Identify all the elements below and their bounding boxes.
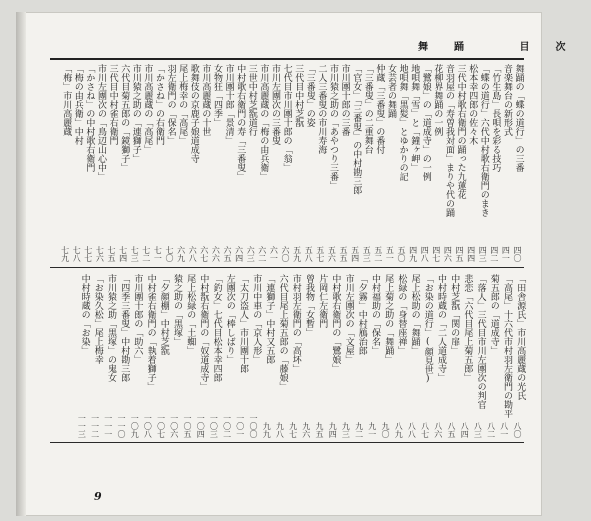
- toc-entry-page: 六四: [234, 246, 244, 262]
- toc-entry-page: 七〇: [165, 246, 174, 262]
- toc-entry-page: 五一: [385, 246, 395, 262]
- toc-entry-page: 六二: [257, 246, 267, 262]
- toc-entry-page: 五五: [339, 246, 348, 262]
- toc-entry: [459, 274, 472, 438]
- toc-entry-title: 「鷺娘」の「道成寺」の一例: [420, 64, 431, 181]
- toc-entry: [164, 64, 176, 262]
- toc-entry: [222, 274, 235, 438]
- toc-entry-page: 一一二: [90, 414, 100, 438]
- toc-entry-title: 市村羽左衛門の「高坏」: [290, 274, 301, 373]
- toc-entry: [472, 274, 485, 438]
- toc-entry: [118, 64, 130, 262]
- toc-entry-title: 「三番叟」の二重舞台: [362, 64, 373, 154]
- toc-entry: [210, 64, 222, 262]
- toc-entry-title: 松緑の「身替座禅」: [396, 274, 407, 355]
- toc-entry-title: 地唄舞「雪」と「鐘ヶ岬」: [409, 64, 420, 172]
- toc-entry-title: 三世中村芝翫道行: [246, 64, 257, 136]
- toc-entry-title: 「お染久松」尾上梅幸: [92, 274, 103, 364]
- toc-entry: [176, 64, 188, 262]
- toc-entry: [199, 64, 211, 262]
- toc-entry: [116, 274, 129, 438]
- toc-entry-page: 七五: [107, 246, 116, 262]
- toc-entry: [338, 64, 350, 262]
- toc-entry-page: 七三: [130, 246, 140, 262]
- toc-entry-page: 九九: [262, 422, 272, 438]
- toc-entry: [142, 274, 155, 438]
- toc-entry-title: 「夕顔棚」中村芝翫: [158, 274, 169, 355]
- toc-entry: [156, 274, 169, 438]
- toc-entry-page: 八八: [407, 422, 417, 438]
- toc-entry-title: 三代目中村雀右衛門: [107, 64, 118, 145]
- toc-entry-page: 五〇: [397, 246, 406, 262]
- toc-entry-title: 「四季三番叟」中村勘三郎: [119, 274, 130, 382]
- toc-entry: [288, 274, 301, 438]
- toc-entry-title: 市川高麗蔵の「高尾」: [142, 64, 153, 154]
- toc-entry: [486, 274, 499, 438]
- toc-entry: [274, 274, 287, 438]
- toc-entry: [327, 274, 340, 438]
- toc-entry-page: 七六: [95, 246, 105, 262]
- toc-entry-title: 中村芝翫「関の扉」: [449, 274, 460, 355]
- toc-entry-title: 地唄舞「黒髪」とゆかりの記: [397, 64, 408, 181]
- toc-entry-title: 中村雀右衛門の「執着獅子」: [145, 274, 156, 391]
- toc-entry-title: 市川團十郎の「助六」: [132, 274, 143, 364]
- toc-entry-title: 音楽舞台の新形式: [501, 64, 512, 136]
- toc-entry: [234, 64, 246, 262]
- page-number: 9: [94, 490, 102, 503]
- toc-entry-title: 「かさね」の中村歌右衛門: [84, 64, 95, 172]
- section-separator-1: [50, 267, 524, 268]
- toc-entry-page: 一一三: [77, 414, 87, 438]
- toc-entry-page: 一〇五: [183, 414, 192, 438]
- toc-entry: [512, 274, 525, 438]
- toc-entry-page: 八二: [486, 422, 496, 438]
- toc-entry: [350, 64, 362, 262]
- toc-entry-title: 音羽屋の「寿曽我対面」まりや代の踊: [443, 64, 454, 217]
- toc-entry-page: 八一: [499, 422, 509, 438]
- toc-entry-page: 四九: [408, 246, 418, 262]
- toc-entry: [384, 64, 396, 262]
- toc-entry: [354, 274, 367, 438]
- toc-entry: [466, 64, 478, 262]
- toc-entry: [292, 64, 304, 262]
- toc-entry: [76, 274, 89, 438]
- toc-entry-title: 中村時蔵の「お染」: [79, 274, 90, 355]
- toc-entry-page: 一〇二: [222, 414, 232, 438]
- toc-entry-title: 片岡仁左衛門: [317, 274, 328, 328]
- toc-entry-title: 市川猿之助の「連獅子」: [130, 64, 141, 163]
- toc-entry-title: 市川團十郎「景清」: [223, 64, 234, 145]
- toc-entry-title: 「落人」三代目市川左團次の判官: [475, 274, 486, 409]
- toc-entry: [303, 64, 315, 262]
- toc-entry-page: 七八: [72, 246, 82, 262]
- toc-entry-page: 四五: [455, 246, 464, 262]
- toc-entry: [442, 64, 454, 262]
- toc-entry-page: 九七: [288, 422, 298, 438]
- toc-entry-page: 八〇: [513, 422, 522, 438]
- toc-entry: [182, 274, 195, 438]
- toc-entry: [268, 64, 280, 262]
- toc-entry: [235, 274, 248, 438]
- toc-entry-title: 歌舞伎の京鹿子娘道成寺: [188, 64, 199, 163]
- toc-entry: [141, 64, 153, 262]
- toc-entry-title: 女物狂「四季」: [211, 64, 222, 127]
- toc-entry-page: 六一: [269, 246, 279, 262]
- toc-entry-page: 九六: [301, 422, 311, 438]
- toc-entry: [71, 64, 83, 262]
- toc-entry: [169, 274, 182, 438]
- toc-entry-title: 市川中車の「京人形」: [251, 274, 262, 364]
- toc-entry-title: 猿之助の「黒塚」: [171, 274, 182, 346]
- toc-entry-page: 七九: [60, 246, 70, 262]
- toc-entry-page: 九三: [341, 422, 351, 438]
- toc-entry: [315, 64, 327, 262]
- toc-entry-page: 一〇七: [156, 414, 166, 438]
- toc-entry-page: 四二: [489, 246, 499, 262]
- toc-entry-page: 五七: [315, 246, 325, 262]
- toc-entry: [489, 64, 501, 262]
- toc-entry-page: 七七: [83, 246, 93, 262]
- toc-entry-title: 市川高麗蔵の十世: [200, 64, 211, 136]
- toc-entry: [446, 274, 459, 438]
- toc-entry-title: 中村歌右衛門の寿「三番叟」: [235, 64, 246, 181]
- toc-entry: [248, 274, 261, 438]
- toc-entry: [380, 274, 393, 438]
- toc-entry: [361, 64, 373, 262]
- toc-entry-page: 一〇四: [196, 414, 206, 438]
- toc-entry-title: 六代目尾上菊五郎の「藤娘」: [277, 274, 288, 391]
- toc-entry-title: 三代目中村芝翫: [293, 64, 304, 127]
- toc-entry-title: 「お染の道行」(顔見世): [422, 274, 433, 384]
- toc-entry-title: 「三番叟」の姿: [304, 64, 315, 127]
- toc-entry-page: 一〇八: [143, 414, 153, 438]
- toc-entry-page: 五二: [373, 246, 383, 262]
- toc-entry-page: 六九: [176, 246, 186, 262]
- toc-entry: [499, 274, 512, 438]
- toc-entry-title: 「梅の由兵衛」中村: [72, 64, 83, 145]
- toc-entry: [106, 64, 118, 262]
- toc-entry-page: 九五: [315, 422, 324, 438]
- toc-entry: [454, 64, 466, 262]
- toc-entry-title: 「夕霧」中村鴈治郎: [356, 274, 367, 355]
- toc-entry-title: 市川團十郎の三番: [339, 64, 350, 136]
- header-rule: [50, 58, 524, 60]
- toc-entry: [373, 64, 385, 262]
- toc-entry: [103, 274, 116, 438]
- toc-entry-page: 六六: [211, 246, 221, 262]
- toc-entry: [90, 274, 103, 438]
- toc-entry: [280, 64, 292, 262]
- toc-entry: [477, 64, 489, 262]
- toc-entry: [314, 274, 327, 438]
- toc-entry: [60, 64, 72, 262]
- toc-entry-page: 一〇一: [235, 414, 245, 438]
- toc-entry: [301, 274, 314, 438]
- toc-entry-title: 中村福助の「保名」: [369, 274, 380, 355]
- toc-entry-title: 中村時蔵の「二人道成寺」: [435, 274, 446, 382]
- toc-entry-title: 尾上松緑の「土蜘」: [185, 274, 196, 355]
- toc-entry-page: 八四: [460, 422, 470, 438]
- toc-entry-title: 市川左團次の三番叟: [269, 64, 280, 145]
- toc-entry-page: 五九: [292, 246, 302, 262]
- toc-entry-page: 五六: [327, 246, 337, 262]
- toc-entry-title: 女芸者の舞踊: [385, 64, 396, 118]
- toc-entry-title: 羽左衛門の「保名」: [165, 64, 176, 145]
- toc-entry: [94, 64, 106, 262]
- toc-entry-title: 中村翫右衛門の「奴道成寺」: [198, 274, 209, 391]
- toc-entry: [340, 274, 353, 438]
- toc-entry-title: 市川猿之助「黒塚」の鬼女: [105, 274, 116, 382]
- toc-entry-page: 一〇九: [130, 414, 140, 438]
- toc-entry: [129, 64, 141, 262]
- toc-entry-title: 尾上松助の「舞踊」: [409, 274, 420, 355]
- toc-entry-page: 六〇: [281, 246, 290, 262]
- toc-entry-page: 八三: [473, 422, 483, 438]
- toc-entry: [208, 274, 221, 438]
- toc-entry: [187, 64, 199, 262]
- toc-entry-page: 五八: [304, 246, 314, 262]
- toc-entry-title: 尾上菊之助の「舞踊」: [383, 274, 394, 364]
- toc-entry-page: 九八: [275, 422, 285, 438]
- toc-entry: [152, 64, 164, 262]
- toc-entry-title: 市川高麗蔵の「梅の由兵衛」: [258, 64, 269, 181]
- book-spine: [16, 12, 26, 516]
- toc-entry-page: 八五: [447, 422, 456, 438]
- toc-entry-title: 「かさね」の右衛門: [153, 64, 164, 145]
- toc-entry: [396, 64, 408, 262]
- toc-entry-page: 四四: [466, 246, 476, 262]
- toc-entry-title: 左團次の「棒しばり」: [224, 274, 235, 364]
- toc-entry: [129, 274, 142, 438]
- toc-entry-title: 花柳界舞踊の一例: [432, 64, 443, 136]
- toc-entry-page: 一〇六: [169, 414, 179, 438]
- toc-entry-title: 松本幸四郎の佐々木: [467, 64, 478, 145]
- toc-entry: [431, 64, 443, 262]
- toc-entry-page: 六三: [246, 246, 256, 262]
- toc-entry-page: 四三: [478, 246, 488, 262]
- toc-entry-page: 七二: [141, 246, 151, 262]
- toc-entry-page: 八七: [420, 422, 430, 438]
- toc-entry: [245, 64, 257, 262]
- toc-entry-title: 二人三番叟の市川寿海: [316, 64, 327, 154]
- toc-entry-title: 「田舎源氏」市川高麗蔵の光氏: [515, 274, 526, 400]
- toc-entry: [195, 274, 208, 438]
- toc-entry: [433, 274, 446, 438]
- toc-entry-page: 九〇: [381, 422, 390, 438]
- toc-entry: [257, 64, 269, 262]
- toc-entry: [500, 64, 512, 262]
- toc-entry-page: 八九: [394, 422, 404, 438]
- toc-entry-page: 六八: [188, 246, 198, 262]
- toc-entry: [393, 274, 406, 438]
- toc-entry-title: 「高尾」十六代市村羽左衛門の勘平: [501, 274, 512, 418]
- toc-entry-title: 三代中村歌右衛門の踊った九蓮花: [455, 64, 466, 199]
- toc-entry: [326, 64, 338, 262]
- toc-entry-title: 「連獅子」中村又五郎: [264, 274, 275, 364]
- toc-entry-page: 五三: [362, 246, 372, 262]
- toc-entry-title: 「太刀盗人」市川團十郎: [237, 274, 248, 373]
- toc-entry-title: 曾我物「女暫」: [303, 274, 314, 337]
- section-separator-2: [50, 442, 524, 443]
- toc-entry-title: 中村歌右衛門の「鷺娘」: [330, 274, 341, 373]
- toc-entry-page: 八六: [433, 422, 443, 438]
- toc-entry-title: 「官女」「三番叟」の中村勘三郎: [351, 64, 362, 195]
- book-page: [16, 12, 591, 516]
- toc-entry-page: 六七: [199, 246, 209, 262]
- toc-entry-title: 六代目菊五郎の「鏡獅子」: [119, 64, 130, 172]
- toc-entry-title: 「竹生島」長唄を彩る技巧: [490, 64, 501, 172]
- toc-entry: [83, 64, 95, 262]
- toc-entry-title: 「蝶の道行」六代中村歌右衛門のまき: [478, 64, 489, 217]
- toc-entry: [406, 274, 419, 438]
- toc-entry-title: 菊五郎の「道成寺」: [488, 274, 499, 355]
- toc-entry-page: 四七: [431, 246, 441, 262]
- toc-entry-title: 市川左團次の「鳥辺山心中」: [95, 64, 106, 181]
- toc-entry: [512, 64, 524, 262]
- toc-entry: [222, 64, 234, 262]
- toc-entry-title: 尾上梅幸の「高尾」: [177, 64, 188, 145]
- toc-entry: [408, 64, 420, 262]
- toc-entry-title: 市川左團次の「文屋」: [343, 274, 354, 364]
- toc-entry-page: 七一: [153, 246, 163, 262]
- toc-entry-page: 五四: [350, 246, 360, 262]
- toc-entry: [367, 274, 380, 438]
- toc-entry-page: 四八: [420, 246, 430, 262]
- toc-entry-page: 一〇〇: [249, 414, 258, 438]
- toc-entry-page: 六五: [223, 246, 232, 262]
- toc-entry: [261, 274, 274, 438]
- toc-entry: [419, 64, 431, 262]
- toc-entry-page: 九四: [328, 422, 338, 438]
- toc-entry: [420, 274, 433, 438]
- toc-entry-page: 一一一: [103, 414, 113, 438]
- toc-entry-title: 仲蔵「三番叟」の番付: [374, 64, 385, 154]
- toc-entry-title: 「梅」市川高麗蔵: [61, 64, 72, 136]
- toc-entry-title: 悲恋「六代目尾上菊五郎」: [462, 274, 473, 382]
- toc-entry-page: 四六: [443, 246, 453, 262]
- toc-entry-title: 「釣女」七代目松本幸四郎: [211, 274, 222, 382]
- toc-entry-title: 七代目市川團十郎の「翁」: [281, 64, 292, 172]
- toc-entry-page: 七四: [118, 246, 128, 262]
- toc-entry-page: 一一〇: [117, 414, 126, 438]
- toc-entry-title: 市川猿之助の「あやつり三番」: [327, 64, 338, 190]
- toc-entry-page: 九一: [367, 422, 377, 438]
- page-header-title: 舞踊 目次: [418, 42, 591, 53]
- toc-entry-page: 九二: [354, 422, 364, 438]
- toc-entry-title: 舞踊の「蝶の道行」の三番: [513, 64, 524, 172]
- toc-entry-page: 四〇: [513, 246, 522, 262]
- toc-entry-page: 一〇三: [209, 414, 219, 438]
- toc-entry-page: 四一: [501, 246, 511, 262]
